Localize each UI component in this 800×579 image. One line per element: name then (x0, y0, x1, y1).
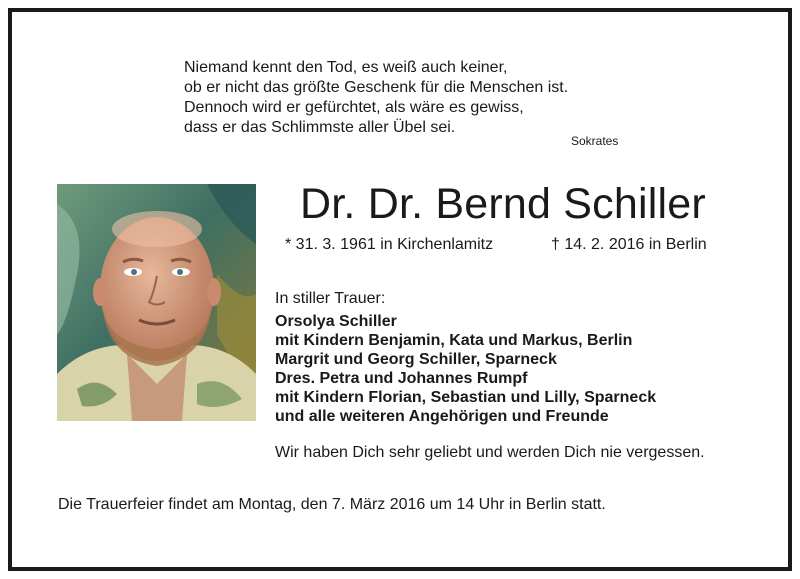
quote (184, 58, 568, 138)
death-date: † 14. 2. 2016 in Berlin (551, 236, 707, 253)
mourner-line: Orsolya Schiller (275, 313, 397, 330)
mourner-line: mit Kindern Benjamin, Kata und Markus, Berlin (275, 332, 633, 349)
portrait-illustration (57, 184, 256, 421)
quote-author: Sokrates (571, 134, 619, 148)
quote-line: dass er das Schlimmste aller Übel sei. (184, 119, 456, 136)
funeral-service-info: Die Trauerfeier findet am Montag, den 7. März 2016 um 14 Uhr in Berlin statt. (58, 496, 606, 513)
quote-line: Dennoch wird er gefürchtet, als wäre es gewiss, (184, 99, 524, 116)
closing-statement: Wir haben Dich sehr geliebt und werden Dich nie vergessen. (275, 444, 705, 461)
deceased-name: Dr. Dr. Bernd Schiller (300, 180, 706, 228)
mourner-line: Margrit und Georg Schiller, Sparneck (275, 351, 557, 368)
mourners-list (275, 312, 656, 426)
mourner-line: Dres. Petra und Johannes Rumpf (275, 370, 528, 387)
quote-line: ob er nicht das größte Geschenk für die Menschen ist. (184, 79, 569, 96)
quote-line: Niemand kennt den Tod, es weiß auch keiner, (184, 59, 508, 76)
birth-date: * 31. 3. 1961 in Kirchenlamitz (285, 236, 494, 253)
mourning-intro: In stiller Trauer: (275, 290, 386, 307)
mourner-line: mit Kindern Florian, Sebastian und Lilly, Sparneck (275, 389, 657, 406)
mourner-line: und alle weiteren Angehörigen und Freunde (275, 408, 609, 425)
portrait-photo (57, 184, 256, 421)
